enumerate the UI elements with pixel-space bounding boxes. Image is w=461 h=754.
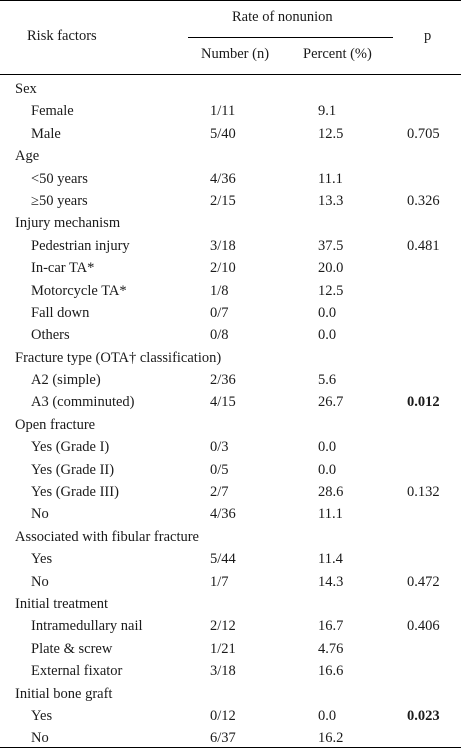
table-row [0, 705, 461, 727]
row-number: 2/15 [210, 192, 236, 209]
row-percent: 20.0 [318, 260, 344, 277]
row-label: Initial treatment [15, 595, 109, 612]
group-header-row [0, 526, 461, 548]
row-percent: 0.0 [318, 439, 337, 456]
row-percent: 12.5 [318, 282, 344, 299]
row-number: 4/36 [210, 506, 236, 523]
table-row [0, 571, 461, 593]
row-number: 0/12 [210, 707, 236, 724]
row-label: Male [31, 125, 61, 142]
row-percent: 16.7 [318, 618, 344, 635]
row-number: 0/7 [210, 304, 229, 321]
header-span-rule [188, 37, 393, 38]
table-bottom-rule [0, 747, 461, 748]
row-p-value: 0.481 [407, 237, 440, 254]
row-label: Yes (Grade I) [31, 439, 110, 456]
table-row [0, 302, 461, 324]
header-percent: Percent (%) [303, 46, 372, 62]
row-p-value: 0.472 [407, 573, 440, 590]
table-row [0, 459, 461, 481]
row-percent: 0.0 [318, 327, 337, 344]
row-label: ≥50 years [31, 192, 88, 209]
table-row [0, 548, 461, 570]
table-row [0, 615, 461, 637]
group-header-row [0, 78, 461, 100]
row-label: Motorcycle TA* [31, 282, 127, 299]
row-label: A2 (simple) [31, 372, 101, 389]
table-row [0, 481, 461, 503]
row-percent: 4.76 [318, 640, 344, 657]
header-rate-of-nonunion: Rate of nonunion [232, 9, 333, 25]
row-label: Injury mechanism [15, 215, 121, 232]
header-number: Number (n) [201, 46, 270, 62]
row-percent: 14.3 [318, 573, 344, 590]
row-number: 1/7 [210, 573, 229, 590]
row-percent: 0.0 [318, 707, 337, 724]
table-row [0, 436, 461, 458]
row-p-value: 0.326 [407, 192, 440, 209]
row-p-value: 0.705 [407, 125, 440, 142]
group-header-row [0, 683, 461, 705]
row-number: 0/5 [210, 461, 229, 478]
row-label: Yes [31, 707, 53, 724]
row-p-value: 0.023 [407, 707, 440, 724]
row-percent: 11.4 [318, 551, 343, 568]
table-row [0, 391, 461, 413]
row-label: Yes [31, 551, 53, 568]
row-number: 4/15 [210, 394, 236, 411]
row-percent: 13.3 [318, 192, 344, 209]
row-number: 0/8 [210, 327, 229, 344]
row-percent: 0.0 [318, 304, 337, 321]
table-body [0, 78, 461, 750]
table-row [0, 503, 461, 525]
row-number: 0/3 [210, 439, 229, 456]
row-label: External fixator [31, 663, 123, 680]
row-label: <50 years [31, 170, 88, 187]
row-label: Open fracture [15, 416, 96, 433]
row-percent: 11.1 [318, 170, 343, 187]
group-header-row [0, 145, 461, 167]
row-label: Others [31, 327, 70, 344]
row-number: 2/7 [210, 484, 229, 501]
row-number: 3/18 [210, 663, 236, 680]
row-percent: 28.6 [318, 484, 344, 501]
row-number: 3/18 [210, 237, 236, 254]
row-label: Fall down [31, 304, 90, 321]
row-number: 6/37 [210, 730, 236, 747]
row-percent: 16.2 [318, 730, 344, 747]
row-label: Fracture type (OTA† classification) [15, 349, 222, 366]
row-number: 2/10 [210, 260, 236, 277]
row-percent: 26.7 [318, 394, 344, 411]
table-row [0, 235, 461, 257]
table-row [0, 280, 461, 302]
row-label: Associated with fibular fracture [15, 528, 199, 545]
header-risk-factors: Risk factors [27, 28, 97, 44]
row-label: Initial bone graft [15, 685, 113, 702]
group-header-row [0, 593, 461, 615]
row-label: Plate & screw [31, 640, 113, 657]
group-header-row [0, 414, 461, 436]
row-label: No [31, 573, 49, 590]
row-label: Yes (Grade III) [31, 484, 119, 501]
table-row [0, 369, 461, 391]
table-row [0, 257, 461, 279]
row-number: 2/36 [210, 372, 236, 389]
table-row [0, 660, 461, 682]
row-percent: 0.0 [318, 461, 337, 478]
header-p: p [424, 28, 432, 44]
row-label: Pedestrian injury [31, 237, 130, 254]
table-row [0, 100, 461, 122]
table-row [0, 123, 461, 145]
row-percent: 9.1 [318, 103, 337, 120]
row-label: No [31, 730, 49, 747]
group-header-row [0, 212, 461, 234]
row-p-value: 0.132 [407, 484, 440, 501]
row-p-value: 0.012 [407, 394, 440, 411]
header-bottom-rule [0, 74, 461, 75]
row-label: No [31, 506, 49, 523]
row-number: 2/12 [210, 618, 236, 635]
row-number: 1/11 [210, 103, 236, 120]
row-percent: 12.5 [318, 125, 344, 142]
table-row [0, 324, 461, 346]
row-label: Age [15, 148, 40, 165]
group-header-row [0, 347, 461, 369]
row-percent: 5.6 [318, 372, 337, 389]
row-p-value: 0.406 [407, 618, 440, 635]
row-label: In-car TA* [31, 260, 95, 277]
table-top-rule [0, 0, 461, 1]
table-row [0, 638, 461, 660]
table-row [0, 168, 461, 190]
row-percent: 16.6 [318, 663, 344, 680]
row-percent: 37.5 [318, 237, 344, 254]
row-label: Intramedullary nail [31, 618, 143, 635]
row-number: 5/40 [210, 125, 236, 142]
row-label: Sex [15, 81, 37, 97]
row-label: Female [31, 103, 74, 120]
row-number: 1/8 [210, 282, 229, 299]
row-label: Yes (Grade II) [31, 461, 115, 478]
table-row [0, 190, 461, 212]
row-number: 1/21 [210, 640, 236, 657]
row-label: A3 (comminuted) [31, 394, 135, 411]
row-number: 5/44 [210, 551, 236, 568]
row-percent: 11.1 [318, 506, 343, 523]
row-number: 4/36 [210, 170, 236, 187]
